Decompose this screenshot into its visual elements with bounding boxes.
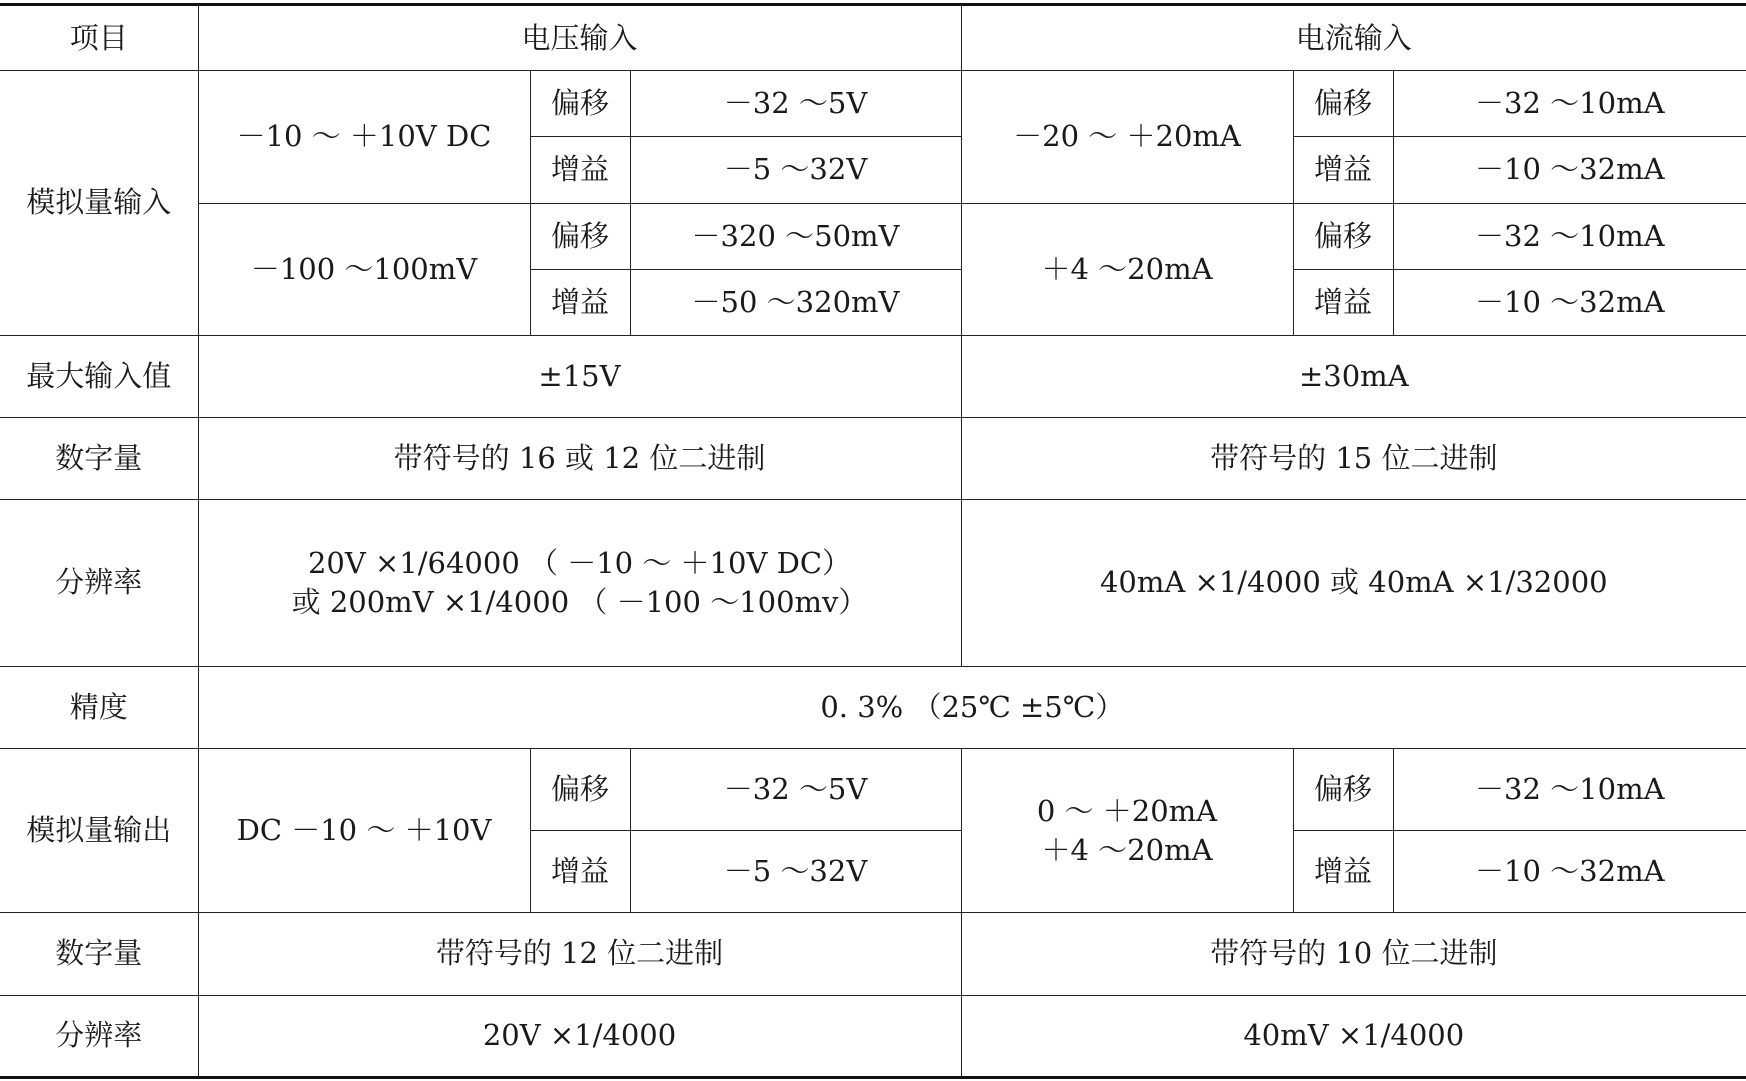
max-input-voltage: ±15V — [198, 335, 961, 417]
digital-input-row — [0, 418, 1746, 500]
resolution-output-current: 40mV ×1/4000 — [961, 995, 1746, 1077]
current-range-2-gain: －10 ～32mA — [1393, 269, 1746, 335]
digital-input-label: 数字量 — [0, 418, 198, 500]
header-current-input: 电流输入 — [961, 5, 1746, 71]
digital-output-row — [0, 913, 1746, 995]
digital-output-label: 数字量 — [0, 913, 198, 995]
current-range-1-offset-label: 偏移 — [1293, 71, 1393, 137]
resolution-output-voltage: 20V ×1/4000 — [198, 995, 961, 1077]
resolution-output-row — [0, 995, 1746, 1077]
analog-input-row-3 — [0, 203, 1746, 269]
analog-input-row-1 — [0, 71, 1746, 137]
voltage-range-1-gain-label: 增益 — [530, 137, 630, 203]
resolution-input-current: 40mA ×1/4000 或 40mA ×1/32000 — [961, 500, 1746, 666]
output-current-offset: －32 ～10mA — [1393, 748, 1746, 830]
output-current-range — [961, 748, 1293, 912]
current-range-2: ＋4 ～20mA — [961, 203, 1293, 335]
accuracy-value: 0. 3% （25℃ ±5℃） — [198, 666, 1746, 748]
accuracy-row — [0, 666, 1746, 748]
output-current-gain-label: 增益 — [1293, 831, 1393, 913]
header-voltage-input: 电压输入 — [198, 5, 961, 71]
voltage-range-2: －100 ～100mV — [198, 203, 530, 335]
output-voltage-offset-label: 偏移 — [530, 748, 630, 830]
max-input-label: 最大输入值 — [0, 335, 198, 417]
voltage-range-2-gain-label: 增益 — [530, 269, 630, 335]
voltage-range-2-gain: －50 ～320mV — [630, 269, 961, 335]
voltage-range-1-gain: －5 ～32V — [630, 137, 961, 203]
analog-output-label: 模拟量输出 — [0, 748, 198, 912]
accuracy-label: 精度 — [0, 666, 198, 748]
current-range-2-offset: －32 ～10mA — [1393, 203, 1746, 269]
resolution-input-label: 分辨率 — [0, 500, 198, 666]
resolution-input-voltage-line-2: 或 200mV ×1/4000 （ －100 ～100mv） — [291, 585, 868, 620]
voltage-range-2-offset: －320 ～50mV — [630, 203, 961, 269]
resolution-output-label: 分辨率 — [0, 995, 198, 1077]
voltage-range-1: －10 ～ ＋10V DC — [198, 71, 530, 203]
spec-table — [0, 3, 1746, 1079]
max-input-current: ±30mA — [961, 335, 1746, 417]
current-range-2-offset-label: 偏移 — [1293, 203, 1393, 269]
output-voltage-gain: －5 ～32V — [630, 831, 961, 913]
header-row — [0, 5, 1746, 71]
resolution-input-row — [0, 500, 1746, 666]
output-voltage-gain-label: 增益 — [530, 831, 630, 913]
voltage-range-2-offset-label: 偏移 — [530, 203, 630, 269]
digital-input-voltage: 带符号的 16 或 12 位二进制 — [198, 418, 961, 500]
voltage-range-1-offset: －32 ～5V — [630, 71, 961, 137]
output-current-range-line-1: 0 ～ ＋20mA — [1036, 793, 1218, 828]
digital-output-voltage: 带符号的 12 位二进制 — [198, 913, 961, 995]
output-voltage-range: DC －10 ～ ＋10V — [198, 748, 530, 912]
resolution-input-voltage-line-1: 20V ×1/64000 （ －10 ～ ＋10V DC） — [307, 545, 852, 580]
output-current-range-line-2: ＋4 ～20mA — [1041, 832, 1213, 867]
output-current-gain: －10 ～32mA — [1393, 831, 1746, 913]
header-item: 项目 — [0, 5, 198, 71]
digital-input-current: 带符号的 15 位二进制 — [961, 418, 1746, 500]
current-range-2-gain-label: 增益 — [1293, 269, 1393, 335]
resolution-input-voltage — [198, 500, 961, 666]
analog-input-label: 模拟量输入 — [0, 71, 198, 336]
current-range-1-offset: －32 ～10mA — [1393, 71, 1746, 137]
digital-output-current: 带符号的 10 位二进制 — [961, 913, 1746, 995]
current-range-1-gain-label: 增益 — [1293, 137, 1393, 203]
max-input-row — [0, 335, 1746, 417]
current-range-1: －20 ～ ＋20mA — [961, 71, 1293, 203]
output-voltage-offset: －32 ～5V — [630, 748, 961, 830]
voltage-range-1-offset-label: 偏移 — [530, 71, 630, 137]
output-current-offset-label: 偏移 — [1293, 748, 1393, 830]
analog-output-row-1 — [0, 748, 1746, 830]
current-range-1-gain: －10 ～32mA — [1393, 137, 1746, 203]
